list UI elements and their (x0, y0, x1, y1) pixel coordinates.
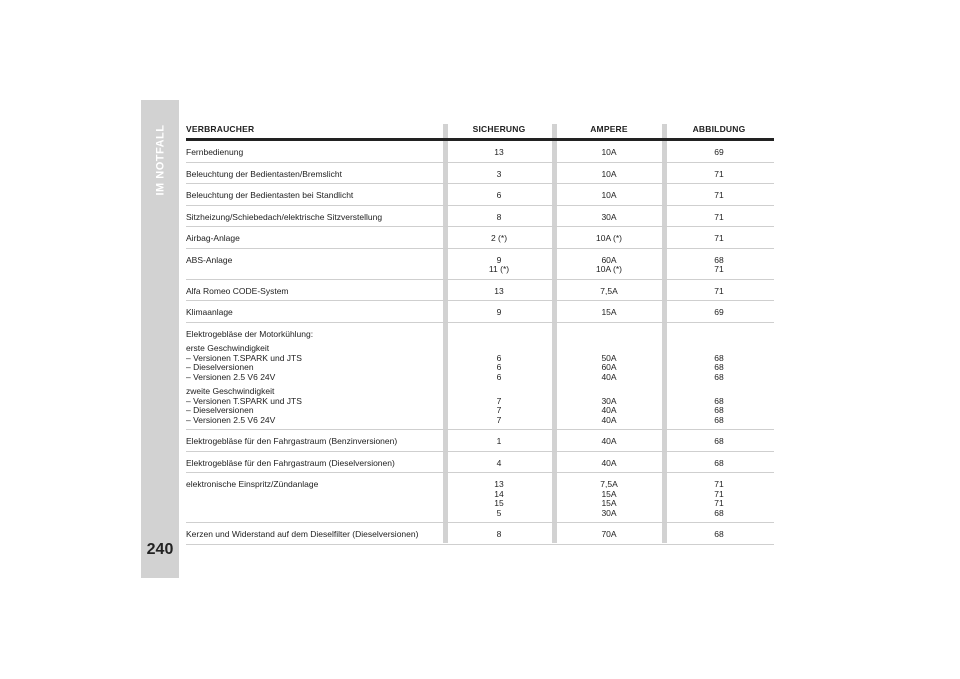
cell-line: 68 (714, 254, 724, 265)
ampere-cell (554, 148, 664, 158)
fuse-cell (444, 148, 554, 158)
cell-line: Beleuchtung der Bedientasten/Bremslicht (186, 168, 342, 179)
ampere-cell (554, 170, 664, 180)
cell-line: – Versionen T.SPARK und JTS (186, 352, 302, 363)
cell-line: 6 (496, 190, 502, 200)
figure-cell (664, 437, 774, 447)
cell-line: 68 (714, 507, 724, 518)
cell-line: 71 (714, 211, 724, 222)
cell-line: 5 (496, 507, 502, 518)
cell-line: 68 (714, 362, 724, 372)
cell-line: 71 (714, 498, 724, 508)
header-ampere: AMPERE (590, 124, 628, 134)
consumer-cell (186, 287, 444, 297)
cell-line: 7 (496, 414, 502, 425)
cell-line: 30A (601, 211, 617, 222)
cell-line: 30A (601, 395, 617, 406)
cell-line: Klimaanlage (186, 307, 233, 317)
table-row (186, 163, 774, 185)
fuse-cell (444, 330, 554, 426)
consumer-cell (186, 213, 444, 223)
cell-line: 10A (601, 168, 617, 179)
figure-cell (664, 256, 774, 275)
fuse-cell (444, 234, 554, 244)
table-row (186, 523, 774, 545)
figure-cell (664, 530, 774, 540)
cell-line: 7,5A (600, 479, 618, 489)
cell-line: 7,5A (600, 285, 618, 296)
cell-line: 2 (*) (490, 233, 508, 243)
cell-line: 68 (714, 457, 724, 468)
header-figure: ABBILDUNG (692, 124, 746, 134)
ampere-cell (554, 530, 664, 540)
figure-cell (664, 330, 774, 426)
table-row (186, 301, 774, 323)
cell-line: 6 (496, 362, 502, 372)
consumer-cell (186, 330, 444, 426)
consumer-cell (186, 234, 444, 244)
cell-line: 69 (714, 307, 724, 317)
cell-line: elektronische Einspritz/Zündanlage (186, 479, 319, 489)
cell-line: Airbag-Anlage (186, 233, 240, 243)
header-fuse: SICHERUNG (472, 124, 526, 134)
cell-line: 8 (496, 529, 502, 539)
table-row (186, 184, 774, 206)
cell-line: 3 (496, 168, 502, 179)
cell-line: erste Geschwindigkeit (186, 343, 270, 353)
ampere-cell (554, 287, 664, 297)
cell-line: 10A (601, 190, 617, 200)
fuse-cell (444, 256, 554, 275)
cell-line: 4 (496, 457, 502, 468)
ampere-cell (554, 459, 664, 469)
cell-line: 11 (*) (488, 264, 510, 274)
cell-line: 70A (601, 529, 617, 539)
ampere-cell (554, 308, 664, 318)
cell-line: 71 (714, 264, 724, 274)
cell-line: 14 (494, 488, 504, 499)
cell-line (664, 330, 774, 340)
table-row (186, 206, 774, 228)
cell-line: 15A (601, 498, 617, 508)
cell-line: 40A (601, 436, 617, 446)
figure-cell (664, 148, 774, 158)
cell-line: 10A (601, 147, 617, 157)
cell-line: 15A (601, 488, 617, 499)
cell-line: 1 (496, 436, 502, 446)
cell-line: 6 (496, 352, 502, 363)
figure-cell (664, 191, 774, 201)
table-row (186, 280, 774, 302)
figure-cell (664, 213, 774, 223)
cell-line: 30A (601, 507, 617, 518)
table-row (186, 141, 774, 163)
cell-line: 10A (*) (596, 233, 622, 243)
cell-line: 13 (494, 147, 504, 157)
cell-line: 50A (601, 352, 617, 363)
cell-line: 68 (714, 529, 724, 539)
cell-line (444, 330, 554, 340)
consumer-cell (186, 256, 444, 275)
figure-cell (664, 480, 774, 518)
cell-line: zweite Geschwindigkeit (186, 386, 275, 396)
fuse-cell (444, 530, 554, 540)
fuse-cell (444, 213, 554, 223)
fuse-table (186, 124, 774, 545)
cell-line: Elektrogebläse für den Fahrgastraum (Benzinversionen) (186, 436, 398, 446)
cell-line: Sitzheizung/Schiebedach/elektrische Sitzverstellung (186, 211, 383, 222)
cell-line: 68 (714, 352, 724, 363)
cell-line: 10A (*) (596, 264, 622, 274)
fuse-cell (444, 459, 554, 469)
consumer-cell (186, 148, 444, 158)
cell-line: – Dieselversionen (186, 405, 254, 415)
cell-line: 71 (714, 168, 724, 179)
cell-line: 13 (494, 479, 504, 489)
figure-cell (664, 234, 774, 244)
cell-line: Elektrogebläse für den Fahrgastraum (Dieselversionen) (186, 457, 395, 468)
fuse-cell (444, 437, 554, 447)
consumer-cell (186, 437, 444, 447)
cell-line: ABS-Anlage (186, 254, 233, 265)
section-title (141, 120, 179, 200)
consumer-cell (186, 170, 444, 180)
cell-line: – Versionen 2.5 V6 24V (186, 371, 276, 382)
cell-line: Alfa Romeo CODE-System (186, 285, 289, 296)
ampere-cell (554, 480, 664, 518)
consumer-cell (186, 530, 444, 540)
ampere-cell (554, 213, 664, 223)
cell-line (554, 330, 664, 340)
cell-line: 8 (496, 211, 502, 222)
ampere-cell (554, 330, 664, 426)
fuse-cell (444, 480, 554, 518)
fuse-cell (444, 191, 554, 201)
cell-line: 68 (714, 395, 724, 406)
page-number: 240 (146, 541, 174, 558)
figure-cell (664, 170, 774, 180)
figure-cell (664, 459, 774, 469)
cell-line: 69 (714, 147, 724, 157)
cell-line: 71 (714, 285, 724, 296)
cell-line: 7 (496, 395, 502, 406)
cell-line: 68 (714, 371, 724, 382)
cell-line: 71 (714, 488, 724, 499)
ampere-cell (554, 234, 664, 244)
cell-line: 6 (496, 371, 502, 382)
figure-cell (664, 287, 774, 297)
table-header (186, 124, 774, 141)
fuse-cell (444, 287, 554, 297)
cell-line: 60A (601, 254, 617, 265)
cell-line: Beleuchtung der Bedientasten bei Standlicht (186, 190, 354, 200)
table-row (186, 227, 774, 249)
cell-line: 68 (714, 436, 724, 446)
consumer-cell (186, 308, 444, 318)
fuse-cell (444, 170, 554, 180)
cell-line: Fernbedienung (186, 147, 244, 157)
cell-line: 7 (496, 405, 502, 415)
consumer-cell (186, 480, 444, 518)
table-row (186, 249, 774, 280)
consumer-cell (186, 459, 444, 469)
cell-line: 60A (601, 362, 617, 372)
ampere-cell (554, 437, 664, 447)
cell-line: 40A (601, 457, 617, 468)
fuse-cell (444, 308, 554, 318)
table-row (186, 430, 774, 452)
cell-line: 40A (601, 414, 617, 425)
cell-line: 13 (494, 285, 504, 296)
cell-line: 9 (496, 254, 502, 265)
consumer-cell (186, 191, 444, 201)
cell-line: 68 (714, 414, 724, 425)
table-row (186, 473, 774, 523)
cell-line: – Versionen T.SPARK und JTS (186, 395, 302, 406)
cell-line: 71 (714, 479, 724, 489)
cell-line: – Dieselversionen (186, 362, 254, 372)
cell-line: Kerzen und Widerstand auf dem Dieselfilter (Dieselversionen) (186, 529, 419, 539)
section-title-text: IM NOTFALL (154, 124, 166, 196)
cell-line: 71 (714, 233, 724, 243)
figure-cell (664, 308, 774, 318)
cell-line: 71 (714, 190, 724, 200)
ampere-cell (554, 191, 664, 201)
cell-line: 15 (494, 498, 504, 508)
table-row (186, 323, 774, 431)
header-consumer: VERBRAUCHER (186, 124, 255, 134)
table-body (186, 141, 774, 545)
cell-line: Elektrogebläse der Motorkühlung: (186, 328, 314, 339)
cell-line: 40A (601, 405, 617, 415)
table-row (186, 452, 774, 474)
ampere-cell (554, 256, 664, 275)
cell-line: – Versionen 2.5 V6 24V (186, 414, 276, 425)
cell-line: 15A (601, 307, 617, 317)
cell-line: 40A (601, 371, 617, 382)
cell-line: 68 (714, 405, 724, 415)
cell-line: 9 (496, 307, 502, 317)
